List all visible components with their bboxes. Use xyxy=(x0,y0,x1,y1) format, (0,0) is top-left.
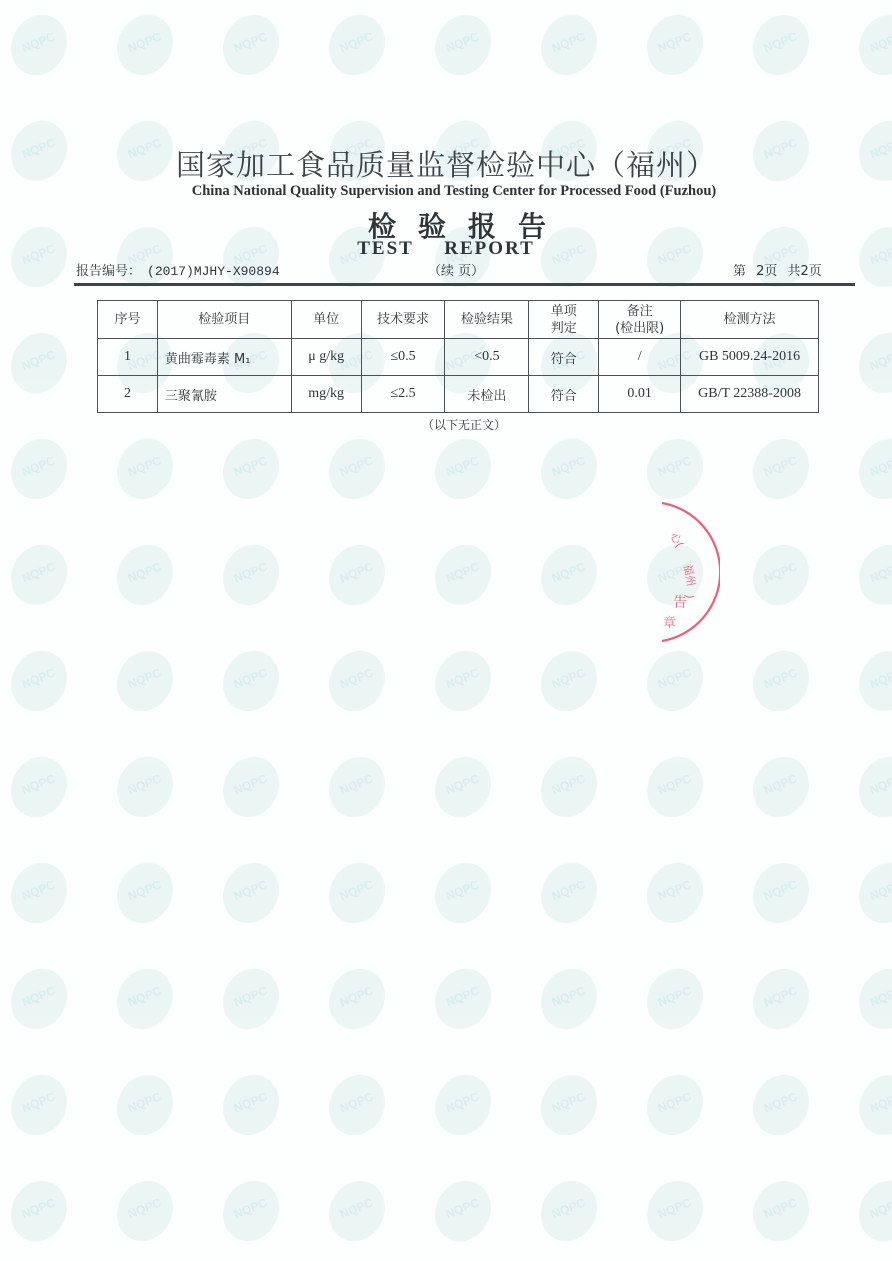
cell-item: 三聚氰胺 xyxy=(157,376,291,413)
svg-text:章: 章 xyxy=(663,616,677,631)
continuation-label: （续 页） xyxy=(428,264,485,279)
cell-judgement: 符合 xyxy=(529,376,599,413)
column-header-unit: 单位 xyxy=(291,301,361,339)
cell-remark: 0.01 xyxy=(599,376,681,413)
report-number-label: 报告编号： xyxy=(76,264,142,279)
table-header-row xyxy=(98,301,819,339)
column-header-no: 序号 xyxy=(98,301,158,339)
official-seal-stamp xyxy=(600,495,720,645)
organization-name-en: China National Quality Supervision and Testing Center for Processed Food (Fuzhou) xyxy=(191,183,717,199)
remark-header-line2: (检出限) xyxy=(615,320,665,336)
cell-unit: μ g/kg xyxy=(291,339,361,376)
cell-result: 未检出 xyxy=(445,376,529,413)
column-header-requirement: 技术要求 xyxy=(361,301,445,339)
svg-text:心(: 心( xyxy=(667,530,687,550)
judgement-header-line2: 判定 xyxy=(550,320,577,336)
column-header-remark xyxy=(599,301,681,339)
column-header-method: 检测方法 xyxy=(681,301,819,339)
judgement-header-line1: 单项 xyxy=(550,303,577,319)
cell-remark: / xyxy=(599,339,681,376)
cell-unit: mg/kg xyxy=(291,376,361,413)
svg-text:告: 告 xyxy=(673,595,687,611)
svg-text:): ) xyxy=(682,593,696,600)
cell-method: GB 5009.24-2016 xyxy=(681,339,819,376)
cell-requirement: ≤2.5 xyxy=(361,376,445,413)
report-number xyxy=(76,260,280,279)
cell-no: 1 xyxy=(98,339,158,376)
column-header-item: 检验项目 xyxy=(157,301,291,339)
cell-method: GB/T 22388-2008 xyxy=(681,376,819,413)
table-row xyxy=(98,339,819,376)
report-number-value: (2017)MJHY-X90894 xyxy=(147,264,280,279)
cell-judgement: 符合 xyxy=(529,339,599,376)
end-of-content-note: （以下无正文） xyxy=(421,418,506,432)
remark-header-line1: 备注 xyxy=(626,303,653,319)
organization-name-cn: 国家加工食品质量监督检验中心（福州） xyxy=(175,148,716,182)
table-row xyxy=(98,376,819,413)
cell-requirement: ≤0.5 xyxy=(361,339,445,376)
cell-no: 2 xyxy=(98,376,158,413)
cell-result: <0.5 xyxy=(445,339,529,376)
cell-item: 黄曲霉毒素 M₁ xyxy=(157,339,291,376)
column-header-result: 检验结果 xyxy=(445,301,529,339)
document-title-en: TEST REPORT xyxy=(357,238,535,259)
column-header-judgement xyxy=(529,301,599,339)
page-info: 第 2页 共2页 xyxy=(733,264,822,279)
test-results-table xyxy=(97,300,819,413)
header-divider xyxy=(74,283,855,286)
document-title-cn: 检验报告 xyxy=(367,210,568,243)
svg-text:福州: 福州 xyxy=(681,563,698,588)
